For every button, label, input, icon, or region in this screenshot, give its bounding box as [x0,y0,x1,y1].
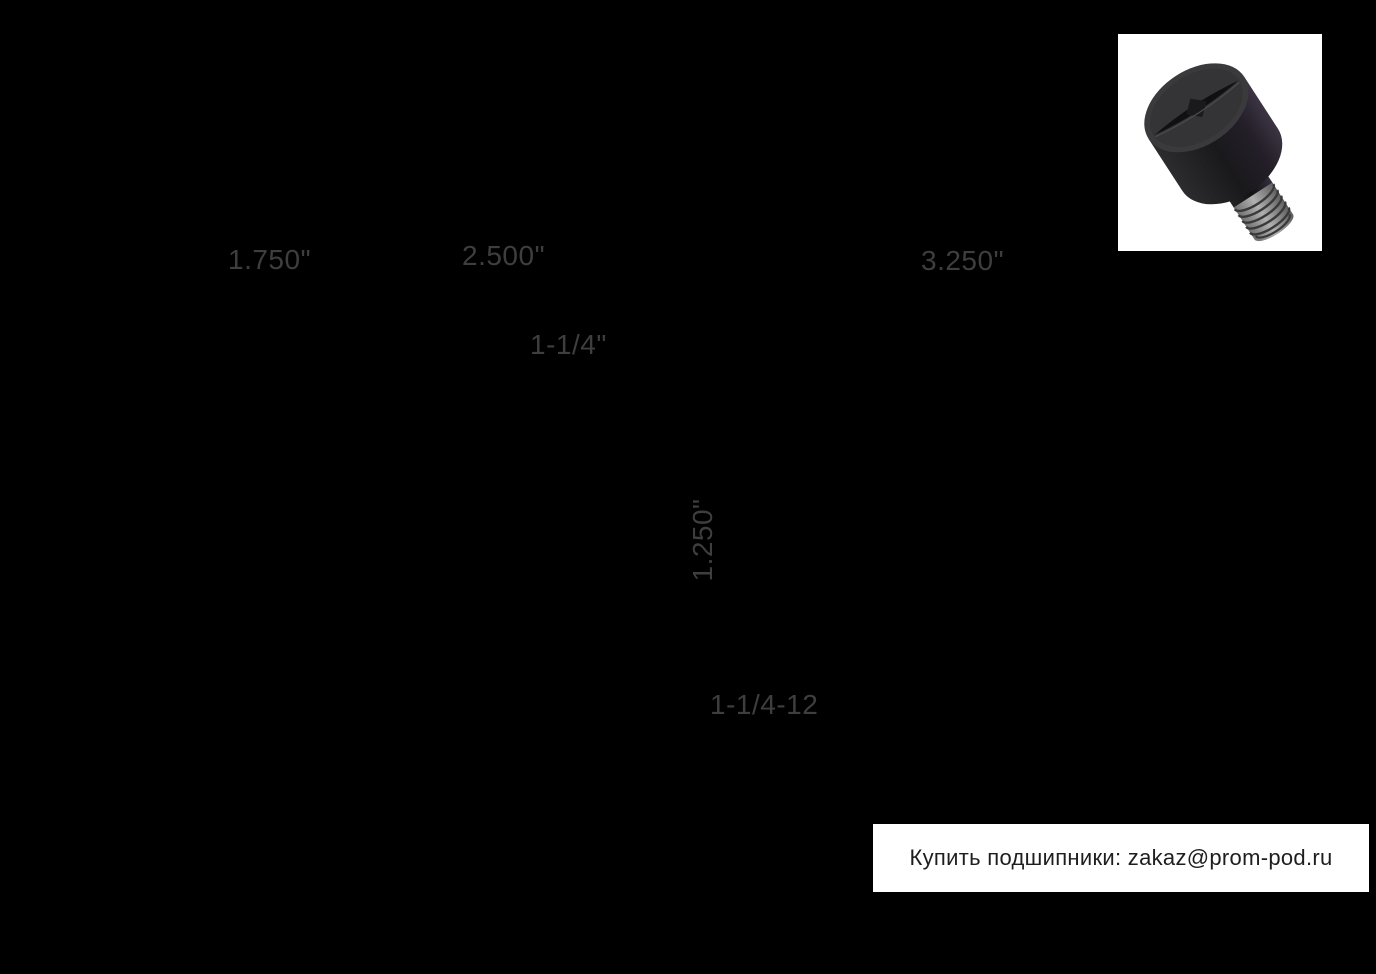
contact-bar [873,824,1369,892]
dimension-label-stud-length-vertical: 1.250" [687,498,718,582]
cam-follower-3d-icon [1118,34,1322,251]
dimension-label-stud-diameter: 1-1/4" [530,329,607,360]
product-photo-panel [1118,34,1322,251]
contact-email-text: Купить подшипники: zakaz@prom-pod.ru [909,845,1333,870]
dimension-label-thread-spec: 1-1/4-12 [710,689,819,720]
dimension-label-overall-length: 3.250" [921,245,1005,276]
dimension-label-roller-width: 1.750" [228,244,312,275]
dimension-label-roller-diameter: 2.500" [462,240,546,271]
